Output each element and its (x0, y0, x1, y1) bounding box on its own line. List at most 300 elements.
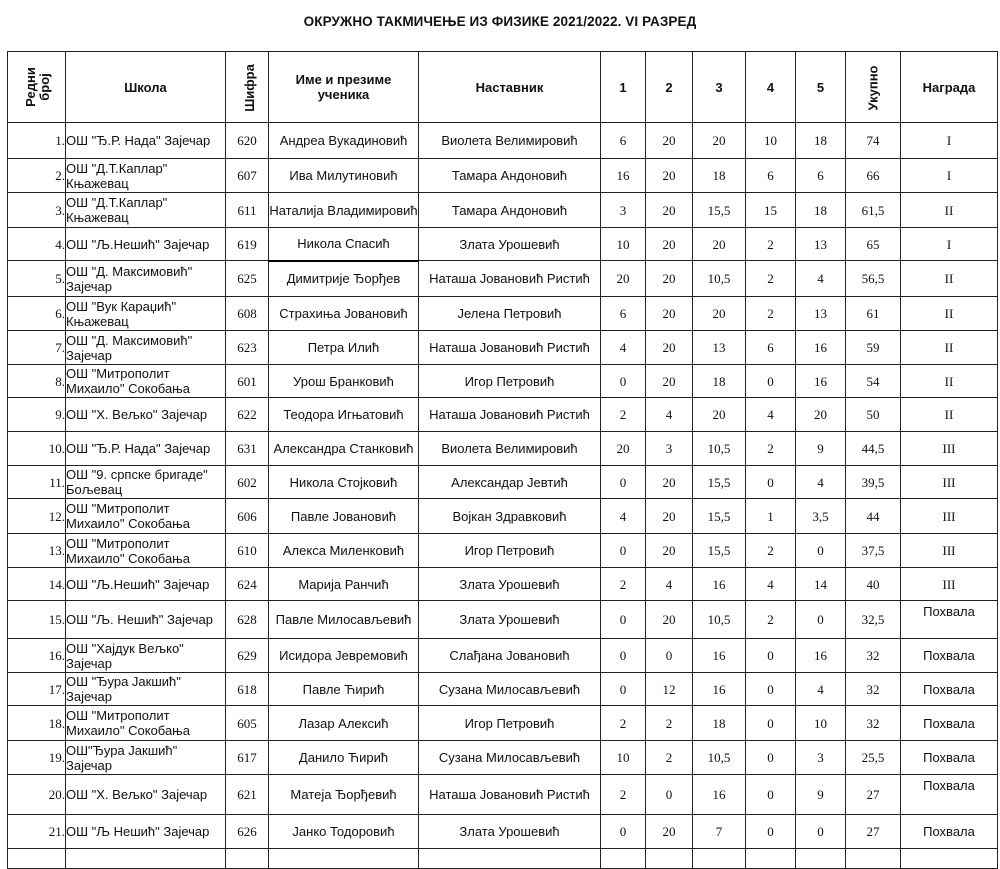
code-cell: 628 (226, 601, 269, 639)
rank-cell: 12. (8, 499, 66, 534)
score-q1-cell: 3 (601, 193, 646, 228)
score-q1-cell: 20 (601, 432, 646, 466)
header-code: Шифра (226, 52, 269, 123)
total-cell: 27 (846, 815, 901, 849)
score-q4-cell: 0 (746, 673, 796, 706)
score-q1-cell: 4 (601, 331, 646, 365)
award-cell: Похвала (901, 706, 998, 741)
award-cell: III (901, 568, 998, 601)
score-q4-cell: 2 (746, 297, 796, 331)
score-q3-cell: 20 (693, 123, 746, 159)
score-q1-cell: 2 (601, 775, 646, 815)
total-cell: 32 (846, 639, 901, 673)
code-cell: 631 (226, 432, 269, 466)
score-q2-cell: 20 (646, 193, 693, 228)
school-cell: ОШ "Љ.Нешић" Зајечар (66, 228, 226, 261)
score-q3-cell: 20 (693, 297, 746, 331)
student-name-cell: Урош Бранковић (269, 365, 419, 398)
header-teacher: Наставник (419, 52, 601, 123)
empty-cell (66, 849, 226, 869)
score-q4-cell: 2 (746, 601, 796, 639)
code-cell: 607 (226, 159, 269, 193)
school-cell: ОШ "Ђура Јакшић" Зајечар (66, 673, 226, 706)
teacher-cell: Александар Јевтић (419, 466, 601, 499)
total-cell: 32 (846, 706, 901, 741)
score-q2-cell: 20 (646, 331, 693, 365)
score-q2-cell: 20 (646, 365, 693, 398)
rank-cell: 3. (8, 193, 66, 228)
code-cell: 611 (226, 193, 269, 228)
table-row (8, 261, 998, 297)
table-row (8, 741, 998, 775)
school-cell: ОШ "Митрополит Михаило" Сокобања (66, 706, 226, 741)
score-q4-cell: 4 (746, 568, 796, 601)
score-q2-cell: 3 (646, 432, 693, 466)
score-q3-cell: 10,5 (693, 741, 746, 775)
rank-cell: 17. (8, 673, 66, 706)
table-row (8, 568, 998, 601)
empty-cell (846, 849, 901, 869)
score-q4-cell: 1 (746, 499, 796, 534)
score-q3-cell: 13 (693, 331, 746, 365)
table-row (8, 466, 998, 499)
total-cell: 61,5 (846, 193, 901, 228)
school-cell: ОШ "Љ Нешић" Зајечар (66, 815, 226, 849)
teacher-cell: Игор Петровић (419, 365, 601, 398)
empty-cell (693, 849, 746, 869)
score-q5-cell: 0 (796, 601, 846, 639)
score-q1-cell: 16 (601, 159, 646, 193)
student-name-cell: Андреа Вукадиновић (269, 123, 419, 159)
total-cell: 65 (846, 228, 901, 261)
student-name-cell: Павле Ћирић (269, 673, 419, 706)
award-cell: I (901, 123, 998, 159)
rank-cell: 6. (8, 297, 66, 331)
teacher-cell: Игор Петровић (419, 534, 601, 568)
score-q4-cell: 2 (746, 432, 796, 466)
score-q5-cell: 9 (796, 432, 846, 466)
score-q3-cell: 7 (693, 815, 746, 849)
teacher-cell: Јелена Петровић (419, 297, 601, 331)
header-award: Награда (901, 52, 998, 123)
student-name-cell: Никола Стојковић (269, 466, 419, 499)
rank-cell: 4. (8, 228, 66, 261)
table-row (8, 673, 998, 706)
student-name-cell: Павле Јовановић (269, 499, 419, 534)
table-row (8, 365, 998, 398)
score-q5-cell: 13 (796, 297, 846, 331)
score-q2-cell: 20 (646, 261, 693, 297)
total-cell: 39,5 (846, 466, 901, 499)
award-cell: III (901, 534, 998, 568)
student-name-cell: Страхиња Јовановић (269, 297, 419, 331)
teacher-cell: Наташа Јовановић Ристић (419, 775, 601, 815)
empty-cell (646, 849, 693, 869)
score-q5-cell: 14 (796, 568, 846, 601)
total-cell: 74 (846, 123, 901, 159)
code-cell: 622 (226, 398, 269, 432)
table-row (8, 159, 998, 193)
teacher-cell: Наташа Јовановић Ристић (419, 331, 601, 365)
score-q3-cell: 16 (693, 775, 746, 815)
total-cell: 32 (846, 673, 901, 706)
rank-cell: 20. (8, 775, 66, 815)
score-q4-cell: 4 (746, 398, 796, 432)
score-q5-cell: 18 (796, 193, 846, 228)
award-cell: III (901, 499, 998, 534)
score-q3-cell: 15,5 (693, 193, 746, 228)
header-total: Укупно (846, 52, 901, 123)
rank-cell: 14. (8, 568, 66, 601)
total-cell: 56,5 (846, 261, 901, 297)
score-q1-cell: 2 (601, 568, 646, 601)
total-cell: 59 (846, 331, 901, 365)
teacher-cell: Злата Урошевић (419, 815, 601, 849)
code-cell: 629 (226, 639, 269, 673)
score-q5-cell: 3 (796, 741, 846, 775)
student-name-cell: Лазар Алексић (269, 706, 419, 741)
header-q4: 4 (746, 52, 796, 123)
score-q2-cell: 20 (646, 534, 693, 568)
student-name-cell: Петра Илић (269, 331, 419, 365)
teacher-cell: Злата Урошевић (419, 568, 601, 601)
empty-cell (8, 849, 66, 869)
award-cell: II (901, 261, 998, 297)
school-cell: ОШ"Ђура Јакшић" Зајечар (66, 741, 226, 775)
teacher-cell: Наташа Јовановић Ристић (419, 261, 601, 297)
award-cell: II (901, 365, 998, 398)
student-name-cell: Димитрије Ђорђев (269, 261, 419, 297)
score-q3-cell: 10,5 (693, 432, 746, 466)
score-q5-cell: 18 (796, 123, 846, 159)
score-q5-cell: 16 (796, 365, 846, 398)
score-q1-cell: 4 (601, 499, 646, 534)
score-q4-cell: 0 (746, 466, 796, 499)
rank-cell: 5. (8, 261, 66, 297)
score-q3-cell: 10,5 (693, 261, 746, 297)
table-row (8, 534, 998, 568)
score-q4-cell: 6 (746, 331, 796, 365)
score-q2-cell: 20 (646, 466, 693, 499)
student-name-cell: Ива Милутиновић (269, 159, 419, 193)
table-row (8, 228, 998, 261)
award-cell: II (901, 398, 998, 432)
award-cell: Похвала (901, 639, 998, 673)
school-cell: ОШ "Д. Максимовић" Зајечар (66, 261, 226, 297)
award-cell: III (901, 432, 998, 466)
school-cell: ОШ "Митрополит Михаило" Сокобања (66, 499, 226, 534)
score-q2-cell: 2 (646, 741, 693, 775)
empty-cell (796, 849, 846, 869)
header-q2: 2 (646, 52, 693, 123)
table-row (8, 398, 998, 432)
school-cell: ОШ "9. српске бригаде" Бољевац (66, 466, 226, 499)
school-cell: ОШ "Љ.Нешић" Зајечар (66, 568, 226, 601)
total-cell: 27 (846, 775, 901, 815)
score-q5-cell: 16 (796, 639, 846, 673)
score-q1-cell: 0 (601, 365, 646, 398)
teacher-cell: Виолета Велимировић (419, 432, 601, 466)
score-q1-cell: 10 (601, 228, 646, 261)
table-row (8, 432, 998, 466)
code-cell: 602 (226, 466, 269, 499)
score-q5-cell: 6 (796, 159, 846, 193)
score-q4-cell: 0 (746, 706, 796, 741)
empty-cell (601, 849, 646, 869)
code-cell: 626 (226, 815, 269, 849)
score-q2-cell: 20 (646, 123, 693, 159)
award-cell: Похвала (901, 775, 998, 815)
school-cell: ОШ "Митрополит Михаило" Сокобања (66, 534, 226, 568)
total-cell: 66 (846, 159, 901, 193)
score-q1-cell: 0 (601, 815, 646, 849)
score-q2-cell: 0 (646, 775, 693, 815)
header-q3: 3 (693, 52, 746, 123)
code-cell: 605 (226, 706, 269, 741)
score-q3-cell: 18 (693, 159, 746, 193)
score-q4-cell: 0 (746, 775, 796, 815)
score-q4-cell: 2 (746, 228, 796, 261)
student-name-cell: Наталија Владимировић (269, 193, 419, 228)
score-q1-cell: 20 (601, 261, 646, 297)
school-cell: ОШ "Ђ.Р. Нада" Зајечар (66, 123, 226, 159)
score-q1-cell: 10 (601, 741, 646, 775)
code-cell: 608 (226, 297, 269, 331)
score-q2-cell: 20 (646, 601, 693, 639)
empty-cell (269, 849, 419, 869)
header-student: Име и презиме ученика (269, 52, 419, 123)
rank-cell: 7. (8, 331, 66, 365)
school-cell: ОШ "Љ. Нешић" Зајечар (66, 601, 226, 639)
total-cell: 61 (846, 297, 901, 331)
score-q3-cell: 16 (693, 568, 746, 601)
table-row (8, 297, 998, 331)
award-cell: I (901, 159, 998, 193)
results-body (8, 123, 998, 869)
code-cell: 625 (226, 261, 269, 297)
student-name-cell: Павле Милосављевић (269, 601, 419, 639)
teacher-cell: Наташа Јовановић Ристић (419, 398, 601, 432)
score-q2-cell: 0 (646, 639, 693, 673)
teacher-cell: Тамара Андоновић (419, 193, 601, 228)
results-table (7, 51, 998, 869)
score-q2-cell: 2 (646, 706, 693, 741)
empty-cell (226, 849, 269, 869)
score-q3-cell: 15,5 (693, 534, 746, 568)
table-row (8, 193, 998, 228)
rank-cell: 16. (8, 639, 66, 673)
score-q1-cell: 6 (601, 123, 646, 159)
teacher-cell: Сузана Милосављевић (419, 673, 601, 706)
score-q3-cell: 20 (693, 228, 746, 261)
score-q4-cell: 2 (746, 261, 796, 297)
student-name-cell: Данило Ћирић (269, 741, 419, 775)
score-q3-cell: 18 (693, 706, 746, 741)
award-cell: II (901, 297, 998, 331)
score-q5-cell: 0 (796, 815, 846, 849)
table-row (8, 815, 998, 849)
score-q5-cell: 9 (796, 775, 846, 815)
award-cell: III (901, 466, 998, 499)
document-title: ОКРУЖНО ТАКМИЧЕЊЕ ИЗ ФИЗИКЕ 2021/2022. VI РАЗРЕД (303, 14, 697, 29)
score-q1-cell: 0 (601, 673, 646, 706)
rank-cell: 19. (8, 741, 66, 775)
score-q2-cell: 12 (646, 673, 693, 706)
score-q2-cell: 20 (646, 228, 693, 261)
score-q3-cell: 10,5 (693, 601, 746, 639)
total-cell: 54 (846, 365, 901, 398)
score-q4-cell: 10 (746, 123, 796, 159)
teacher-cell: Игор Петровић (419, 706, 601, 741)
total-cell: 25,5 (846, 741, 901, 775)
award-cell: Похвала (901, 815, 998, 849)
total-cell: 44,5 (846, 432, 901, 466)
score-q3-cell: 16 (693, 673, 746, 706)
score-q2-cell: 20 (646, 159, 693, 193)
score-q3-cell: 20 (693, 398, 746, 432)
school-cell: ОШ "Х. Вељко" Зајечар (66, 398, 226, 432)
award-cell: II (901, 193, 998, 228)
table-row (8, 775, 998, 815)
code-cell: 623 (226, 331, 269, 365)
code-cell: 624 (226, 568, 269, 601)
student-name-cell: Исидора Јевремовић (269, 639, 419, 673)
score-q4-cell: 0 (746, 815, 796, 849)
award-cell: Похвала (901, 601, 998, 639)
code-cell: 601 (226, 365, 269, 398)
teacher-cell: Слађана Јовановић (419, 639, 601, 673)
score-q1-cell: 0 (601, 639, 646, 673)
rank-cell: 8. (8, 365, 66, 398)
total-cell: 37,5 (846, 534, 901, 568)
code-cell: 606 (226, 499, 269, 534)
student-name-cell: Јанко Тодоровић (269, 815, 419, 849)
score-q2-cell: 20 (646, 499, 693, 534)
score-q2-cell: 4 (646, 398, 693, 432)
rank-cell: 2. (8, 159, 66, 193)
score-q4-cell: 15 (746, 193, 796, 228)
score-q4-cell: 0 (746, 365, 796, 398)
table-row (8, 499, 998, 534)
header-school: Школа (66, 52, 226, 123)
score-q5-cell: 4 (796, 466, 846, 499)
score-q1-cell: 2 (601, 398, 646, 432)
score-q2-cell: 4 (646, 568, 693, 601)
teacher-cell: Виолета Велимировић (419, 123, 601, 159)
student-name-cell: Алекса Миленковић (269, 534, 419, 568)
award-cell: Похвала (901, 673, 998, 706)
teacher-cell: Војкан Здравковић (419, 499, 601, 534)
total-cell: 40 (846, 568, 901, 601)
total-cell: 44 (846, 499, 901, 534)
rank-cell: 18. (8, 706, 66, 741)
rank-cell: 9. (8, 398, 66, 432)
code-cell: 620 (226, 123, 269, 159)
teacher-cell: Злата Урошевић (419, 601, 601, 639)
score-q4-cell: 0 (746, 639, 796, 673)
table-row (8, 123, 998, 159)
score-q4-cell: 6 (746, 159, 796, 193)
score-q5-cell: 0 (796, 534, 846, 568)
header-q5: 5 (796, 52, 846, 123)
score-q5-cell: 3,5 (796, 499, 846, 534)
score-q4-cell: 0 (746, 741, 796, 775)
empty-cell (419, 849, 601, 869)
school-cell: ОШ "Ђ.Р. Нада" Зајечар (66, 432, 226, 466)
school-cell: ОШ "Вук Караџић" Књажевац (66, 297, 226, 331)
score-q5-cell: 13 (796, 228, 846, 261)
score-q3-cell: 15,5 (693, 466, 746, 499)
teacher-cell: Тамара Андоновић (419, 159, 601, 193)
school-cell: ОШ "Д. Максимовић" Зајечар (66, 331, 226, 365)
award-cell: Похвала (901, 741, 998, 775)
student-name-cell: Матеја Ђорђевић (269, 775, 419, 815)
table-row (8, 331, 998, 365)
school-cell: ОШ "Митрополит Михаило" Сокобања (66, 365, 226, 398)
code-cell: 619 (226, 228, 269, 261)
student-name-cell: Теодора Игњатовић (269, 398, 419, 432)
score-q1-cell: 0 (601, 466, 646, 499)
rank-cell: 21. (8, 815, 66, 849)
school-cell: ОШ "Д.Т.Каплар" Књажевац (66, 193, 226, 228)
rank-cell: 1. (8, 123, 66, 159)
student-name-cell: Марија Ранчић (269, 568, 419, 601)
score-q4-cell: 2 (746, 534, 796, 568)
score-q5-cell: 4 (796, 673, 846, 706)
rank-cell: 10. (8, 432, 66, 466)
header-rank: Редни број (8, 52, 66, 123)
score-q1-cell: 0 (601, 534, 646, 568)
score-q2-cell: 20 (646, 297, 693, 331)
rank-cell: 15. (8, 601, 66, 639)
school-cell: ОШ "Х. Вељко" Зајечар (66, 775, 226, 815)
score-q1-cell: 6 (601, 297, 646, 331)
table-row (8, 639, 998, 673)
score-q2-cell: 20 (646, 815, 693, 849)
student-name-cell: Никола Спасић (269, 228, 419, 261)
rank-cell: 11. (8, 466, 66, 499)
score-q3-cell: 18 (693, 365, 746, 398)
header-row (8, 52, 998, 123)
score-q5-cell: 20 (796, 398, 846, 432)
table-row (8, 706, 998, 741)
empty-cell (746, 849, 796, 869)
score-q1-cell: 0 (601, 601, 646, 639)
school-cell: ОШ "Хајдук Вељко" Зајечар (66, 639, 226, 673)
code-cell: 621 (226, 775, 269, 815)
score-q5-cell: 16 (796, 331, 846, 365)
score-q1-cell: 2 (601, 706, 646, 741)
code-cell: 617 (226, 741, 269, 775)
score-q3-cell: 16 (693, 639, 746, 673)
empty-cell (901, 849, 998, 869)
total-cell: 32,5 (846, 601, 901, 639)
award-cell: I (901, 228, 998, 261)
code-cell: 610 (226, 534, 269, 568)
student-name-cell: Александра Станковић (269, 432, 419, 466)
award-cell: II (901, 331, 998, 365)
rank-cell: 13. (8, 534, 66, 568)
header-q1: 1 (601, 52, 646, 123)
total-cell: 50 (846, 398, 901, 432)
table-row (8, 601, 998, 639)
code-cell: 618 (226, 673, 269, 706)
school-cell: ОШ "Д.Т.Каплар" Књажевац (66, 159, 226, 193)
teacher-cell: Сузана Милосављевић (419, 741, 601, 775)
score-q5-cell: 4 (796, 261, 846, 297)
score-q5-cell: 10 (796, 706, 846, 741)
score-q3-cell: 15,5 (693, 499, 746, 534)
